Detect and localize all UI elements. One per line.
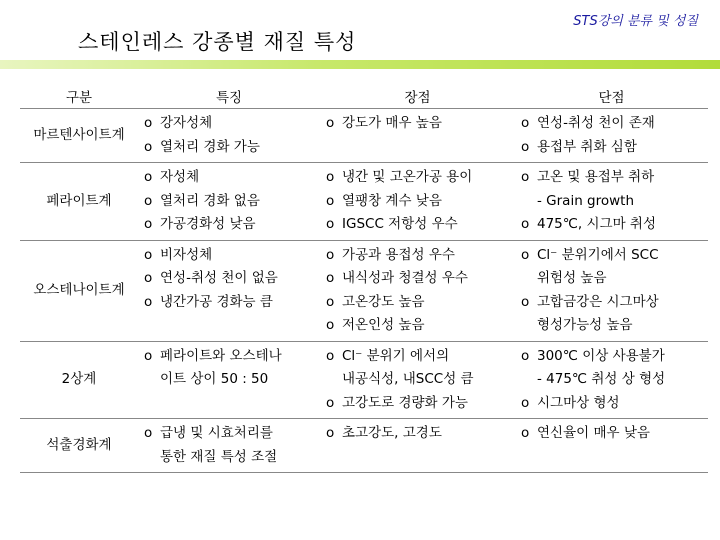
- header-disadvantages: 단점: [515, 84, 708, 109]
- bullet-item: [521, 190, 704, 214]
- bullet-marker: o: [521, 115, 530, 131]
- bullet-item: [326, 267, 511, 291]
- bullet-text: 저온인성 높음: [342, 317, 425, 333]
- bullet-marker: o: [144, 293, 153, 310]
- bullet-text: 고온강도 높음: [342, 293, 425, 310]
- bullet-text: - Grain growth: [537, 192, 635, 209]
- bullet-marker: o: [144, 115, 153, 131]
- bullet-text: Cl⁻ 분위기 에서의: [342, 347, 450, 364]
- features-cell: [138, 109, 320, 163]
- bullet-item: [326, 392, 511, 416]
- bullet-marker: o: [144, 246, 153, 263]
- features-cell: [138, 163, 320, 241]
- bullet-text: 고온 및 용접부 취하: [537, 169, 655, 185]
- bullet-item: [521, 166, 704, 190]
- bullet-marker: [144, 368, 160, 392]
- bullet-marker: o: [521, 216, 530, 232]
- slide-title: 스테인레스 강종별 재질 특성: [78, 30, 357, 54]
- bullet-marker: o: [144, 169, 153, 185]
- header-advantages: 장점: [320, 84, 515, 109]
- bullet-text: 초고강도, 고경도: [342, 425, 442, 441]
- bullet-text: - 475℃ 취성 상 형성: [537, 371, 666, 387]
- table-header-row: [20, 84, 708, 109]
- category-cell: 마르텐사이트계: [20, 109, 138, 163]
- bullet-text: 냉간 및 고온가공 용이: [342, 169, 473, 185]
- bullet-marker: o: [326, 293, 335, 310]
- bullet-item: [144, 446, 316, 470]
- bullet-marker: o: [326, 192, 335, 209]
- bullet-item: [144, 291, 316, 315]
- bullet-item: [326, 213, 511, 237]
- bullet-marker: o: [144, 138, 153, 155]
- bullet-item: [326, 291, 511, 315]
- bullet-text: 페라이트와 오스테나: [160, 347, 282, 364]
- bullet-marker: o: [326, 270, 335, 286]
- features-cell: [138, 341, 320, 419]
- bullet-text: 475℃, 시그마 취성: [537, 216, 657, 232]
- bullet-text: 통한 재질 특성 조절: [160, 448, 278, 465]
- bullet-marker: o: [326, 216, 335, 232]
- bullet-marker: o: [521, 425, 530, 441]
- bullet-text: 내공식성, 내SCC성 큼: [342, 371, 474, 387]
- table-row: [20, 419, 708, 473]
- bullet-item: [521, 392, 704, 416]
- bullet-item: [521, 267, 704, 291]
- table-row: [20, 341, 708, 419]
- slide-top-tag: STS강의 분류 및 성질: [573, 14, 698, 29]
- title-underline-bar: [0, 60, 720, 69]
- bullet-item: [521, 136, 704, 160]
- advantages-cell: [320, 109, 515, 163]
- bullet-item: [144, 112, 316, 136]
- table-row: [20, 163, 708, 241]
- bullet-marker: o: [326, 317, 335, 333]
- disadvantages-cell: [515, 341, 708, 419]
- bullet-text: 연성-취성 천이 없음: [160, 270, 278, 286]
- bullet-text: 시그마상 형성: [537, 394, 620, 411]
- header-category: 구분: [20, 84, 138, 109]
- bullet-text: 연신율이 매우 낮음: [537, 425, 650, 441]
- disadvantages-cell: [515, 419, 708, 473]
- properties-table: [20, 84, 708, 473]
- advantages-cell: [320, 341, 515, 419]
- features-cell: [138, 240, 320, 341]
- bullet-item: [521, 345, 704, 369]
- bullet-marker: o: [326, 169, 335, 185]
- bullet-marker: [521, 314, 537, 338]
- bullet-item: [326, 166, 511, 190]
- bullet-text: 강도가 매우 높음: [342, 115, 442, 131]
- bullet-item: [326, 244, 511, 268]
- bullet-marker: [144, 446, 160, 470]
- bullet-item: [326, 112, 511, 136]
- bullet-item: [144, 166, 316, 190]
- bullet-marker: [521, 368, 537, 392]
- category-cell: 오스테나이트계: [20, 240, 138, 341]
- table-row: [20, 109, 708, 163]
- bullet-text: 비자성체: [160, 246, 213, 263]
- category-cell: 석출경화계: [20, 419, 138, 473]
- bullet-marker: o: [144, 270, 153, 286]
- bullet-item: [144, 267, 316, 291]
- bullet-text: 열팽창 계수 낮음: [342, 192, 442, 209]
- bullet-marker: o: [326, 425, 335, 441]
- bullet-text: 내식성과 청결성 우수: [342, 270, 468, 286]
- bullet-item: [326, 368, 511, 392]
- bullet-marker: o: [521, 138, 530, 155]
- disadvantages-cell: [515, 240, 708, 341]
- bullet-text: 가공경화성 낮음: [160, 216, 256, 232]
- bullet-text: 자성체: [160, 169, 200, 185]
- bullet-marker: o: [144, 216, 153, 232]
- category-cell: 2상계: [20, 341, 138, 419]
- bullet-marker: o: [326, 394, 335, 411]
- bullet-item: [326, 345, 511, 369]
- bullet-text: 고합금강은 시그마상: [537, 293, 659, 310]
- bullet-item: [326, 314, 511, 338]
- bullet-item: [144, 213, 316, 237]
- advantages-cell: [320, 163, 515, 241]
- bullet-text: 고강도로 경량화 가능: [342, 394, 468, 411]
- bullet-marker: o: [144, 192, 153, 209]
- bullet-marker: o: [326, 347, 335, 364]
- disadvantages-cell: [515, 109, 708, 163]
- bullet-marker: [521, 190, 537, 214]
- advantages-cell: [320, 240, 515, 341]
- bullet-text: 강자성체: [160, 115, 213, 131]
- bullet-marker: o: [326, 115, 335, 131]
- table-row: [20, 240, 708, 341]
- bullet-item: [144, 190, 316, 214]
- category-cell: 페라이트계: [20, 163, 138, 241]
- bullet-text: 냉간가공 경화능 큼: [160, 293, 273, 310]
- bullet-text: 이트 상이 50 : 50: [160, 371, 269, 387]
- bullet-marker: o: [521, 394, 530, 411]
- bullet-marker: [326, 368, 342, 392]
- advantages-cell: [320, 419, 515, 473]
- bullet-item: [521, 291, 704, 315]
- bullet-item: [326, 422, 511, 446]
- bullet-marker: o: [144, 425, 153, 441]
- bullet-marker: o: [521, 246, 530, 263]
- bullet-marker: o: [521, 347, 530, 364]
- bullet-item: [521, 112, 704, 136]
- bullet-item: [144, 368, 316, 392]
- bullet-marker: o: [521, 293, 530, 310]
- bullet-text: 가공과 용접성 우수: [342, 246, 455, 263]
- bullet-item: [521, 244, 704, 268]
- bullet-text: 열처리 경화 없음: [160, 192, 260, 209]
- bullet-item: [521, 213, 704, 237]
- bullet-item: [144, 136, 316, 160]
- bullet-text: 급냉 및 시효처리를: [160, 425, 273, 441]
- bullet-item: [144, 422, 316, 446]
- bullet-item: [144, 345, 316, 369]
- bullet-text: 형성가능성 높음: [537, 317, 633, 333]
- bullet-text: IGSCC 저항성 우수: [342, 216, 458, 232]
- bullet-item: [144, 244, 316, 268]
- header-features: 특징: [138, 84, 320, 109]
- bullet-text: 용접부 취화 심함: [537, 138, 637, 155]
- bullet-item: [521, 314, 704, 338]
- bullet-item: [326, 190, 511, 214]
- bullet-text: 열처리 경화 가능: [160, 138, 260, 155]
- bullet-text: 위험성 높음: [537, 270, 607, 286]
- features-cell: [138, 419, 320, 473]
- bullet-text: 연성-취성 천이 존재: [537, 115, 655, 131]
- disadvantages-cell: [515, 163, 708, 241]
- bullet-marker: o: [144, 347, 153, 364]
- bullet-text: 300℃ 이상 사용불가: [537, 347, 665, 364]
- bullet-marker: o: [521, 169, 530, 185]
- bullet-marker: o: [326, 246, 335, 263]
- bullet-item: [521, 368, 704, 392]
- bullet-text: Cl⁻ 분위기에서 SCC: [537, 246, 659, 263]
- bullet-marker: [521, 267, 537, 291]
- bullet-item: [521, 422, 704, 446]
